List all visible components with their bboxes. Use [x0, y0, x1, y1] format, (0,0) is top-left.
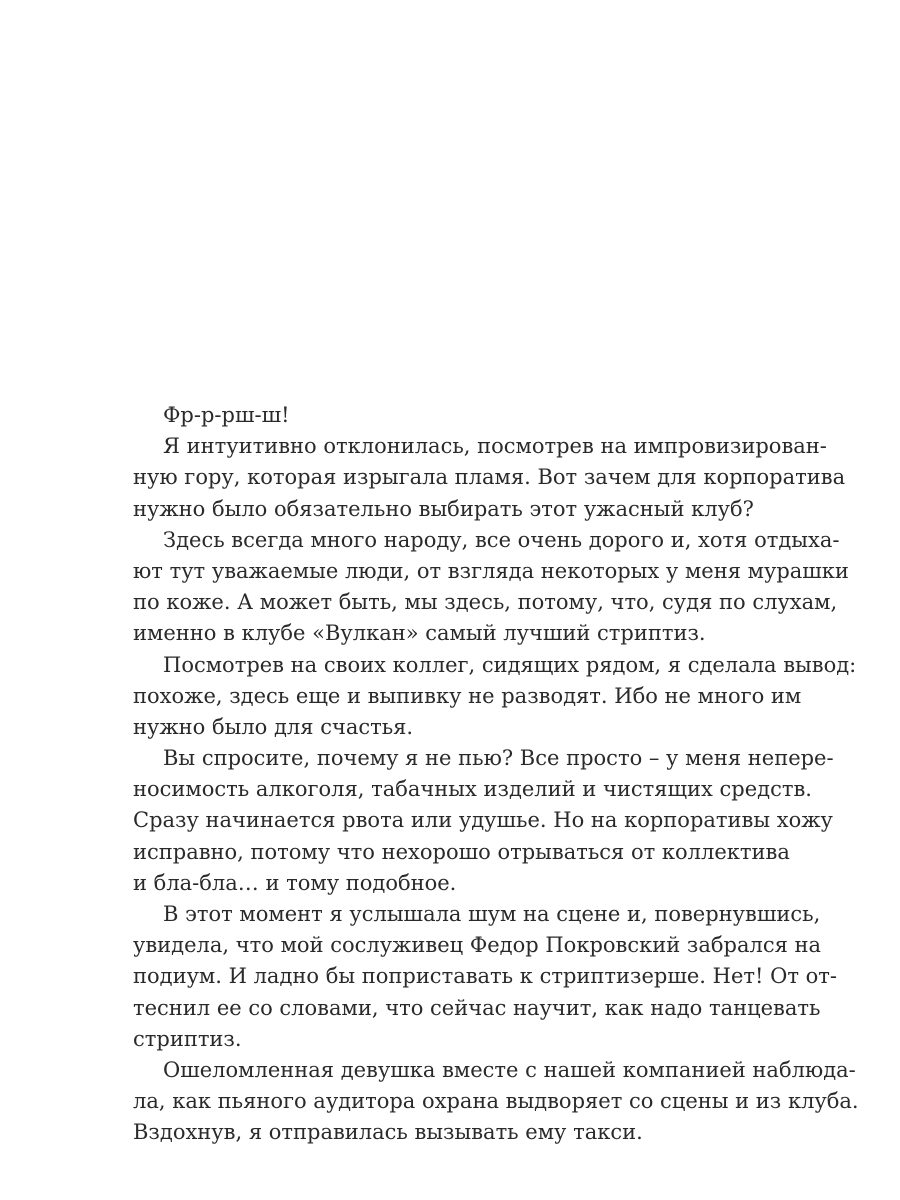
- text-line: носимость алкоголя, табачных изделий и чистящих средств.: [133, 777, 812, 802]
- text-line: Вы спросите, почему я не пью? Все просто – у меня непере-: [163, 746, 834, 771]
- text-line: ную гору, которая изрыгала пламя. Вот зачем для корпоратива: [133, 465, 846, 490]
- text-line: увидела, что мой сослуживец Федор Покровский забрался на: [133, 933, 822, 958]
- text-line: Сразу начинается рвота или удушье. Но на корпоративы хожу: [133, 808, 833, 833]
- text-line: теснил ее со словами, что сейчас научит, как надо танцевать: [133, 995, 821, 1020]
- text-line: стриптиз.: [133, 1026, 242, 1051]
- text-line: ла, как пьяного аудитора охрана выдворяет со сцены и из клуба.: [133, 1089, 859, 1114]
- text-line: Посмотрев на своих коллег, сидящих рядом, я сделала вывод:: [163, 652, 857, 677]
- text-line: по коже. А может быть, мы здесь, потому, что, судя по слухам,: [133, 590, 838, 615]
- body-text: [133, 400, 859, 1149]
- text-line: похоже, здесь еще и выпивку не разводят. Ибо не много им: [133, 683, 802, 708]
- text-line: Я интуитивно отклонилась, посмотрев на импровизирован-: [163, 434, 827, 459]
- text-line: нужно было обязательно выбирать этот ужасный клуб?: [133, 496, 754, 521]
- text-line: В этот момент я услышала шум на сцене и, повернувшись,: [163, 902, 821, 926]
- text-line: Вздохнув, я отправилась вызывать ему такси.: [133, 1120, 643, 1145]
- text-line: Ошеломленная девушка вместе с нашей компанией наблюда-: [163, 1057, 856, 1082]
- text-line: Фр-р-рш-ш!: [163, 403, 290, 427]
- text-line: подиум. И ладно бы поприставать к стриптизерше. Нет! От от-: [133, 964, 837, 989]
- text-line: нужно было для счастья.: [133, 714, 414, 739]
- text-line: ют тут уважаемые люди, от взгляда некоторых у меня мурашки: [133, 558, 849, 583]
- text-line: именно в клубе «Вулкан» самый лучший стриптиз.: [133, 621, 706, 646]
- text-line: Здесь всегда много народу, все очень дорого и, хотя отдыха-: [163, 527, 840, 552]
- text-line: и бла-бла… и тому подобное.: [133, 870, 457, 895]
- text-line: исправно, потому что нехорошо отрываться от коллектива: [133, 839, 790, 864]
